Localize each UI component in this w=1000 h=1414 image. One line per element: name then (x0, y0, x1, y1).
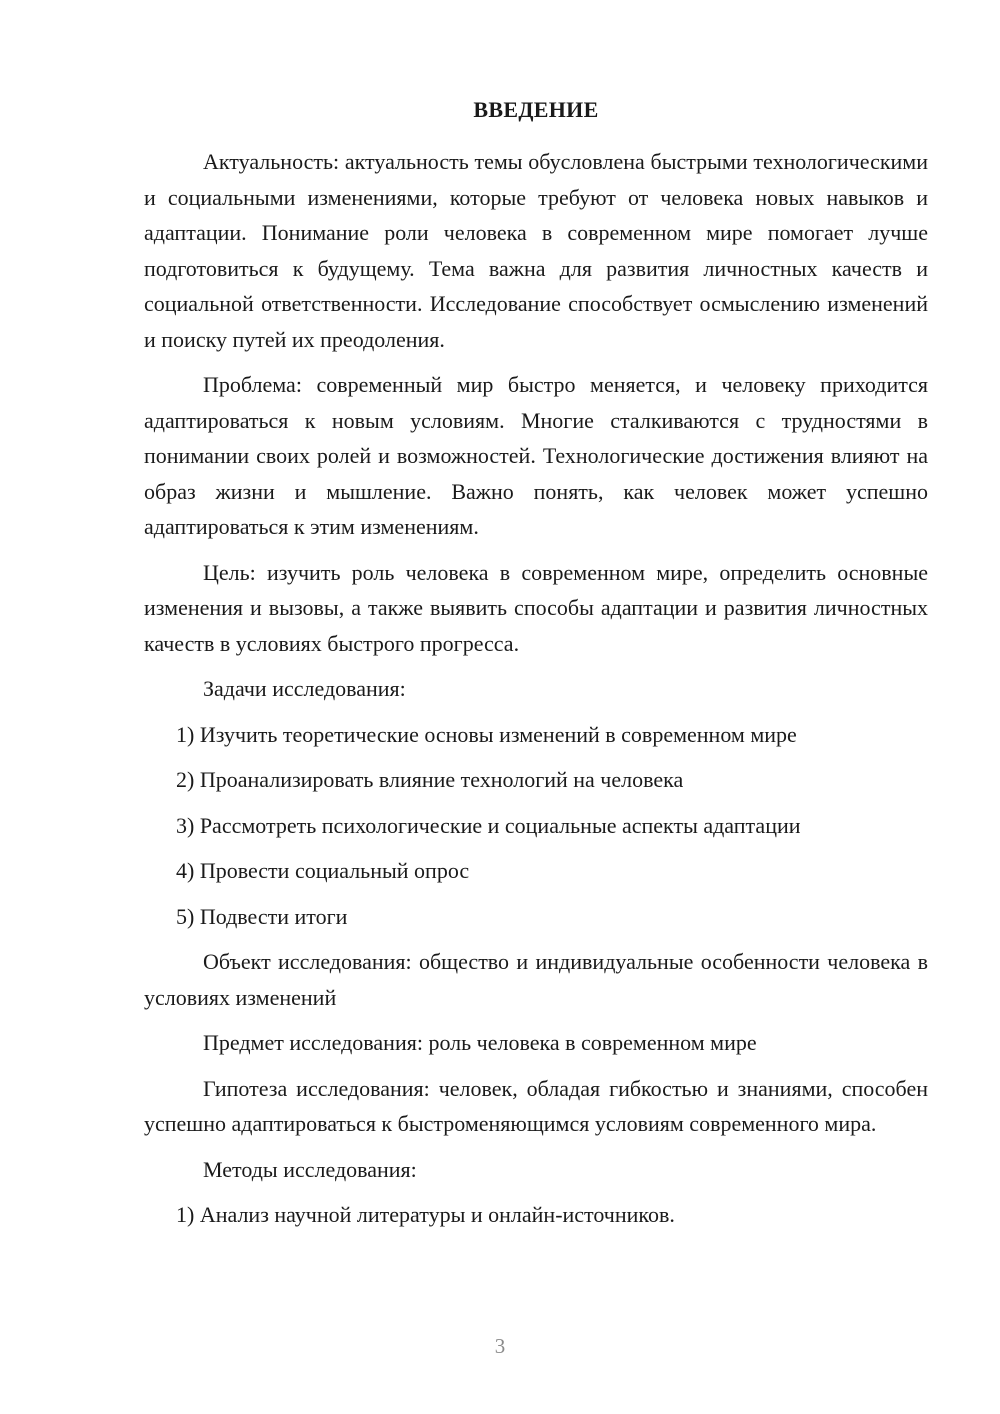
page-number: 3 (494, 1334, 506, 1358)
object-paragraph: Объект исследования: общество и индивидуальные особенности человека в условиях изменений (144, 949, 928, 1010)
methods-list (144, 1197, 928, 1233)
problem-paragraph: Проблема: современный мир быстро меняется, и человеку приходится адаптироваться к новым условиям. Многие сталкиваются с трудностями в понимании своих ролей и возможностей. Технологические достижения влияют на образ жизни и мышление. Важно понять, как человек может успешно адаптироваться к этим изменениям. (144, 372, 928, 539)
document-page (144, 96, 928, 1243)
list-item: 4) Провести социальный опрос (176, 858, 470, 883)
list-item: 5) Подвести итоги (176, 903, 348, 929)
methods-title: Методы исследования: (203, 1156, 417, 1182)
list-item: 1) Анализ научной литературы и онлайн-источников. (176, 1202, 675, 1227)
relevance-paragraph: Актуальность: актуальность темы обусловлена быстрыми технологическими и социальными изменениями, которые требуют от человека новых навыков и адаптации. Понимание роли человека в современном мире помогает лучше подготовиться к будущему. Тема важна для развития личностных качеств и социальной ответственности. Исследование способствует осмыслению изменений и поиску путей их преодоления. (144, 149, 928, 352)
list-item: 3) Рассмотреть психологические и социальные аспекты адаптации (176, 812, 801, 838)
goal-paragraph: Цель: изучить роль человека в современном мире, определить основные изменения и вызовы, а также выявить способы адаптации и развития личностных качеств в условиях быстрого прогресса. (144, 559, 928, 656)
hypothesis-paragraph: Гипотеза исследования: человек, обладая гибкостью и знаниями, способен успешно адаптироваться к быстроменяющимся условиям современного мира. (144, 1075, 928, 1136)
list-item: 1) Изучить теоретические основы изменений в современном мире (176, 721, 797, 747)
section-heading: ВВЕДЕНИЕ (473, 97, 599, 122)
subject-paragraph: Предмет исследования: роль человека в современном мире (203, 1030, 757, 1055)
list-item: 2) Проанализировать влияние технологий на человека (176, 767, 684, 792)
tasks-title: Задачи исследования: (203, 676, 406, 701)
tasks-list (144, 717, 928, 935)
